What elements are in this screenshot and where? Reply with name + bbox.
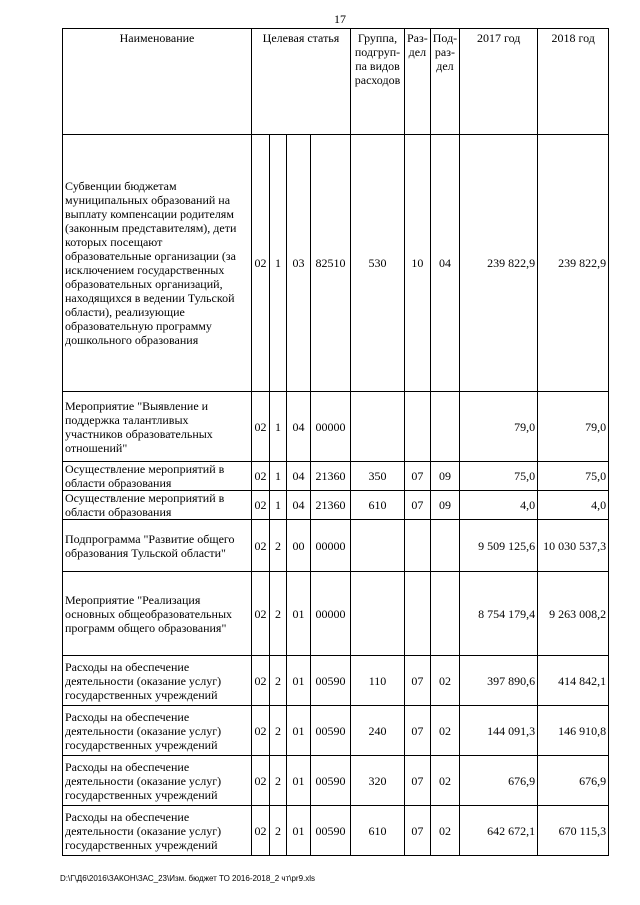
row-name: Осуществление мероприятий в области образования — [63, 462, 252, 491]
target-article-program: 02 — [252, 806, 270, 856]
expense-group: 320 — [351, 756, 405, 806]
target-article-direction: 21360 — [311, 462, 351, 491]
expense-group: 610 — [351, 806, 405, 856]
target-article-program: 02 — [252, 135, 270, 392]
amount-2017: 8 754 179,4 — [460, 572, 538, 656]
header-2018: 2018 год — [538, 29, 609, 135]
row-name: Подпрограмма "Развитие общего образования Тульской области" — [63, 520, 252, 572]
section-code — [405, 572, 431, 656]
header-subsection: Под-раз-дел — [430, 29, 459, 135]
target-article-event: 01 — [287, 706, 311, 756]
amount-2017: 676,9 — [460, 756, 538, 806]
target-article-subprogram: 2 — [270, 706, 287, 756]
amount-2018: 10 030 537,3 — [538, 520, 609, 572]
header-2017: 2017 год — [460, 29, 538, 135]
page-number: 17 — [334, 12, 346, 26]
file-path-footer: D:\Г\Д6\2016\ЗАКОН\ЗАС_23\Изм. бюджет ТО 2016-2018_2 чт\pr9.xls — [60, 874, 316, 883]
amount-2017: 9 509 125,6 — [460, 520, 538, 572]
row-name: Мероприятие "Выявление и поддержка талантливых участников образовательных отношений" — [63, 392, 252, 462]
table-row — [63, 572, 609, 656]
section-code: 07 — [405, 806, 431, 856]
amount-2018: 4,0 — [538, 491, 609, 520]
target-article-subprogram: 2 — [270, 756, 287, 806]
target-article-subprogram: 2 — [270, 520, 287, 572]
expense-group: 610 — [351, 491, 405, 520]
target-article-event: 00 — [287, 520, 311, 572]
subsection-code — [430, 392, 459, 462]
target-article-subprogram: 1 — [270, 135, 287, 392]
amount-2018: 146 910,8 — [538, 706, 609, 756]
section-code: 07 — [405, 462, 431, 491]
target-article-subprogram: 2 — [270, 572, 287, 656]
amount-2017: 75,0 — [460, 462, 538, 491]
row-name: Расходы на обеспечение деятельности (оказание услуг) государственных учреждений — [63, 656, 252, 706]
subsection-code: 09 — [430, 491, 459, 520]
amount-2018: 239 822,9 — [538, 135, 609, 392]
table-row — [63, 756, 609, 806]
row-name: Расходы на обеспечение деятельности (оказание услуг) государственных учреждений — [63, 756, 252, 806]
amount-2018: 79,0 — [538, 392, 609, 462]
expense-group: 110 — [351, 656, 405, 706]
table-row — [63, 656, 609, 706]
section-code: 07 — [405, 491, 431, 520]
target-article-program: 02 — [252, 572, 270, 656]
amount-2017: 79,0 — [460, 392, 538, 462]
header-target-article: Целевая статья — [252, 29, 351, 135]
section-code: 07 — [405, 756, 431, 806]
target-article-program: 02 — [252, 392, 270, 462]
amount-2017: 397 890,6 — [460, 656, 538, 706]
budget-table — [62, 28, 609, 856]
header-group: Группа, подгруп-па видов расходов — [351, 29, 405, 135]
row-name: Мероприятие "Реализация основных общеобразовательных программ общего образования" — [63, 572, 252, 656]
target-article-subprogram: 2 — [270, 806, 287, 856]
expense-group — [351, 572, 405, 656]
table-row — [63, 806, 609, 856]
target-article-direction: 00000 — [311, 392, 351, 462]
target-article-event: 04 — [287, 462, 311, 491]
target-article-program: 02 — [252, 656, 270, 706]
subsection-code: 02 — [430, 806, 459, 856]
subsection-code: 04 — [430, 135, 459, 392]
expense-group: 530 — [351, 135, 405, 392]
table-row — [63, 462, 609, 491]
header-row — [63, 29, 609, 135]
table-row — [63, 520, 609, 572]
target-article-subprogram: 1 — [270, 392, 287, 462]
subsection-code — [430, 572, 459, 656]
header-section: Раз-дел — [405, 29, 431, 135]
target-article-direction: 00590 — [311, 706, 351, 756]
subsection-code: 02 — [430, 706, 459, 756]
amount-2018: 676,9 — [538, 756, 609, 806]
target-article-program: 02 — [252, 706, 270, 756]
target-article-program: 02 — [252, 462, 270, 491]
target-article-program: 02 — [252, 520, 270, 572]
target-article-subprogram: 2 — [270, 656, 287, 706]
target-article-event: 01 — [287, 806, 311, 856]
target-article-direction: 82510 — [311, 135, 351, 392]
subsection-code: 09 — [430, 462, 459, 491]
amount-2017: 642 672,1 — [460, 806, 538, 856]
target-article-direction: 00590 — [311, 756, 351, 806]
table-row — [63, 392, 609, 462]
section-code: 07 — [405, 706, 431, 756]
target-article-event: 01 — [287, 572, 311, 656]
amount-2018: 414 842,1 — [538, 656, 609, 706]
table-row — [63, 491, 609, 520]
target-article-event: 04 — [287, 491, 311, 520]
header-name: Наименование — [63, 29, 252, 135]
amount-2018: 9 263 008,2 — [538, 572, 609, 656]
amount-2017: 4,0 — [460, 491, 538, 520]
target-article-subprogram: 1 — [270, 462, 287, 491]
section-code: 07 — [405, 656, 431, 706]
target-article-direction: 00000 — [311, 572, 351, 656]
target-article-event: 04 — [287, 392, 311, 462]
target-article-direction: 00000 — [311, 520, 351, 572]
subsection-code: 02 — [430, 656, 459, 706]
target-article-event: 01 — [287, 656, 311, 706]
subsection-code — [430, 520, 459, 572]
row-name: Расходы на обеспечение деятельности (оказание услуг) государственных учреждений — [63, 806, 252, 856]
expense-group: 240 — [351, 706, 405, 756]
target-article-direction: 00590 — [311, 806, 351, 856]
table-row — [63, 135, 609, 392]
subsection-code: 02 — [430, 756, 459, 806]
expense-group — [351, 392, 405, 462]
target-article-direction: 00590 — [311, 656, 351, 706]
row-name: Расходы на обеспечение деятельности (оказание услуг) государственных учреждений — [63, 706, 252, 756]
section-code — [405, 520, 431, 572]
row-name: Осуществление мероприятий в области образования — [63, 491, 252, 520]
target-article-program: 02 — [252, 756, 270, 806]
amount-2017: 144 091,3 — [460, 706, 538, 756]
target-article-event: 01 — [287, 756, 311, 806]
amount-2018: 75,0 — [538, 462, 609, 491]
amount-2017: 239 822,9 — [460, 135, 538, 392]
target-article-subprogram: 1 — [270, 491, 287, 520]
target-article-direction: 21360 — [311, 491, 351, 520]
section-code: 10 — [405, 135, 431, 392]
target-article-event: 03 — [287, 135, 311, 392]
expense-group: 350 — [351, 462, 405, 491]
table-row — [63, 706, 609, 756]
section-code — [405, 392, 431, 462]
target-article-program: 02 — [252, 491, 270, 520]
row-name: Субвенции бюджетам муниципальных образований на выплату компенсации родителям (законным представителям), дети которых посещают образовательные организации (за исключением государственных образовательных организаций, находящихся в ведении Тульской области), реализующие образовательную программу дошкольного образования — [63, 135, 252, 392]
amount-2018: 670 115,3 — [538, 806, 609, 856]
expense-group — [351, 520, 405, 572]
